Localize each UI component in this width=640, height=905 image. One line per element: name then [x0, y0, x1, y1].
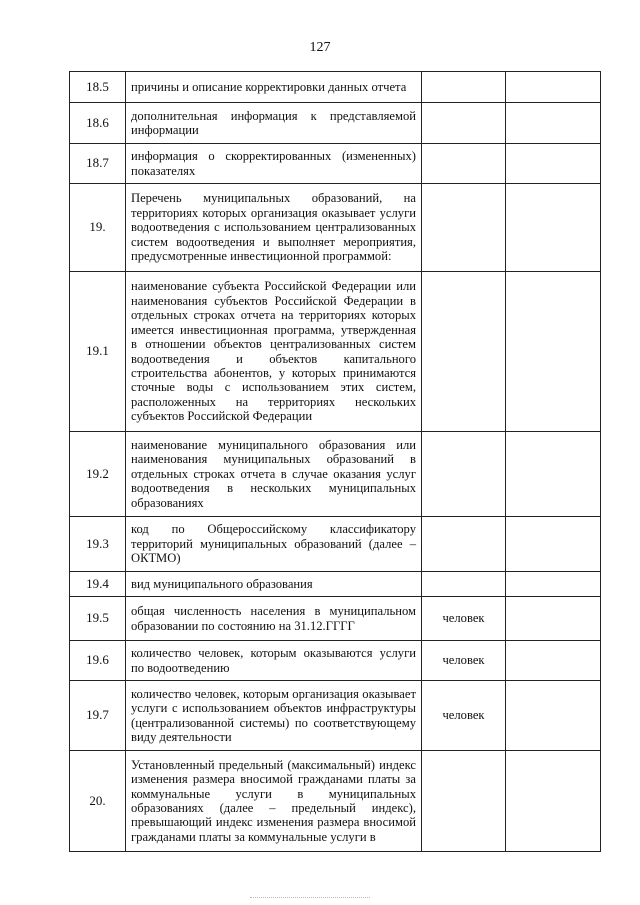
row-description: общая численность населения в муниципальном образовании по состоянию на 31.12.ГГГГ — [126, 597, 422, 641]
row-number: 19.4 — [70, 572, 126, 597]
row-number: 19.6 — [70, 641, 126, 681]
row-value-cell — [506, 681, 601, 751]
row-value-cell — [506, 72, 601, 103]
row-number: 19.2 — [70, 432, 126, 517]
row-unit — [422, 751, 506, 852]
row-number: 19. — [70, 184, 126, 272]
row-number: 19.3 — [70, 517, 126, 572]
row-unit — [422, 432, 506, 517]
row-number: 18.7 — [70, 144, 126, 184]
row-description: количество человек, которым организация оказывает услуги с использованием объектов инфраструктуры (централизованной системы) по соответствующему виду деятельности — [126, 681, 422, 751]
table-row — [70, 272, 601, 432]
row-value-cell — [506, 751, 601, 852]
indicators-table — [69, 71, 601, 852]
row-unit — [422, 272, 506, 432]
table-row — [70, 432, 601, 517]
row-description: код по Общероссийскому классификатору территорий муниципальных образований (далее – ОКТМО) — [126, 517, 422, 572]
table-row — [70, 144, 601, 184]
table-row — [70, 681, 601, 751]
row-description: вид муниципального образования — [126, 572, 422, 597]
scan-artifact-line — [250, 897, 370, 899]
row-description: причины и описание корректировки данных отчета — [126, 72, 422, 103]
table-row — [70, 72, 601, 103]
row-description: количество человек, которым оказываются услуги по водоотведению — [126, 641, 422, 681]
row-value-cell — [506, 517, 601, 572]
row-number: 18.5 — [70, 72, 126, 103]
row-number: 20. — [70, 751, 126, 852]
row-unit — [422, 184, 506, 272]
row-value-cell — [506, 641, 601, 681]
row-unit: человек — [422, 597, 506, 641]
table-row — [70, 597, 601, 641]
row-unit: человек — [422, 641, 506, 681]
row-description: наименование муниципального образования или наименования муниципальных образований в отдельных строках отчета в случае оказания услуг водоотведения в нескольких муниципальных образованиях — [126, 432, 422, 517]
row-number: 19.1 — [70, 272, 126, 432]
row-unit — [422, 72, 506, 103]
row-description: Установленный предельный (максимальный) индекс изменения размера вносимой гражданами платы за коммунальные услуги в муниципальных образованиях (далее – предельный индекс), превышающий индекс изменения размера вносимой гражданами платы за коммунальные услуги в — [126, 751, 422, 852]
table-row — [70, 103, 601, 144]
table-row — [70, 184, 601, 272]
row-description: Перечень муниципальных образований, на территориях которых организация оказывает услуги водоотведения с использованием централизованных систем водоотведения и выполняет мероприятия, предусмотренные инвестиционной программой: — [126, 184, 422, 272]
row-value-cell — [506, 184, 601, 272]
row-description: информация о скорректированных (измененных) показателях — [126, 144, 422, 184]
row-number: 19.5 — [70, 597, 126, 641]
row-description: наименование субъекта Российской Федерации или наименования субъектов Российской Федерации в отдельных строках отчета на территориях которых имеется инвестиционная программа, утвержденная в отношении объектов централизованных систем водоотведения и объектов капитального строительства абонентов, у которых принимаются сточные воды с использованием этих систем, расположенных на территориях нескольких субъектов Российской Федерации — [126, 272, 422, 432]
row-value-cell — [506, 103, 601, 144]
table-row — [70, 517, 601, 572]
row-value-cell — [506, 144, 601, 184]
row-value-cell — [506, 272, 601, 432]
row-unit — [422, 517, 506, 572]
row-unit — [422, 144, 506, 184]
row-number: 19.7 — [70, 681, 126, 751]
row-unit: человек — [422, 681, 506, 751]
page-number: 127 — [309, 40, 331, 55]
row-value-cell — [506, 432, 601, 517]
row-value-cell — [506, 597, 601, 641]
row-unit — [422, 103, 506, 144]
table-row — [70, 751, 601, 852]
row-value-cell — [506, 572, 601, 597]
row-unit — [422, 572, 506, 597]
table-row — [70, 572, 601, 597]
row-number: 18.6 — [70, 103, 126, 144]
row-description: дополнительная информация к представляемой информации — [126, 103, 422, 144]
table-row — [70, 641, 601, 681]
